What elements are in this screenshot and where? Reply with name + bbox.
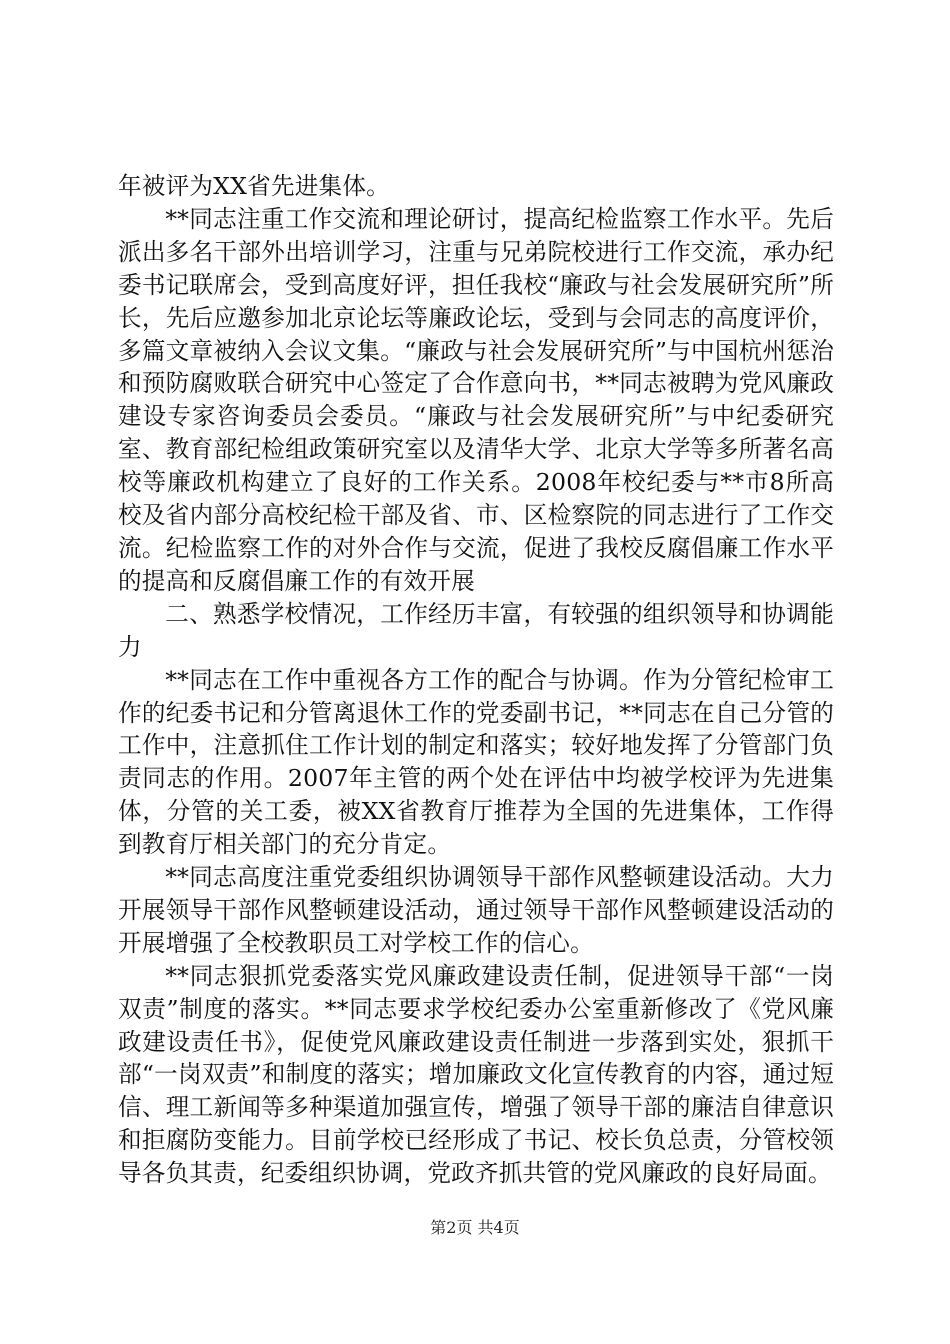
paragraph-2: **同志注重工作交流和理论研讨，提高纪检监察工作水平。先后派出多名干部外出培训学习，注重与兄弟院校进行工作交流，承办纪委书记联席会，受到高度好评，担任我校“廉政与社会发展研究所”所长，先后应邀参加北京论坛等廉政论坛，受到与会同志的高度评价，多篇文章被纳入会议文集。“廉政与社会发展研究所”与中国杭州惩治和预防腐败联合研究中心签定了合作意向书，**同志被聘为党风廉政建设专家咨询委员会委员。“廉政与社会发展研究所”与中纪委研究室、教育部纪检组政策研究室以及清华大学、北京大学等多所著名高校等廉政机构建立了良好的工作关系。2008年校纪委与**市8所高校及省内部分高校纪检干部及省、市、区检察院的同志进行了工作交流。纪检监察工作的对外合作与交流，促进了我校反腐倡廉工作水平的提高和反腐倡廉工作的有效开展: [118, 204, 834, 595]
paragraph-5: **同志狠抓党委落实党风廉政建设责任制，促进领导干部“一岗双责”制度的落实。**同志要求学校纪委办公室重新修改了《党风廉政建设责任书》，促使党风廉政建设责任制进一步落到实处，狠抓干部“一岗双责”和制度的落实；增加廉政文化宣传教育的内容，通过短信、理工新闻等多种渠道加强宣传，增强了领导干部的廉洁自律意识和拒腐防变能力。目前学校已经形成了书记、校长负总责，分管校领导各负其责，纪委组织协调，党政齐抓共管的党风廉政的良好局面。: [118, 961, 834, 1188]
page-footer: [0, 1217, 950, 1239]
paragraph-3: **同志在工作中重视各方工作的配合与协调。作为分管纪检审工作的纪委书记和分管离退休工作的党委副书记，**同志在自己分管的工作中，注意抓住工作计划的制定和落实；较好地发挥了分管部门负责同志的作用。2007年主管的两个处在评估中均被学校评为先进集体，分管的关工委，被XX省教育厅推荐为全国的先进集体，工作得到教育厅相关部门的充分肯定。: [118, 665, 834, 859]
section-heading: 二、熟悉学校情况，工作经历丰富，有较强的组织领导和协调能力: [118, 599, 834, 661]
paragraph-1: 年被评为XX省先进集体。: [118, 172, 390, 200]
paragraph-4: **同志高度注重党委组织协调领导干部作风整顿建设活动。大力开展领导干部作风整顿建设活动，通过领导干部作风整顿建设活动的开展增强了全校教职员工对学校工作的信心。: [118, 863, 834, 957]
document-body: [118, 170, 834, 1190]
page-number: 第2页 共4页: [430, 1218, 520, 1237]
